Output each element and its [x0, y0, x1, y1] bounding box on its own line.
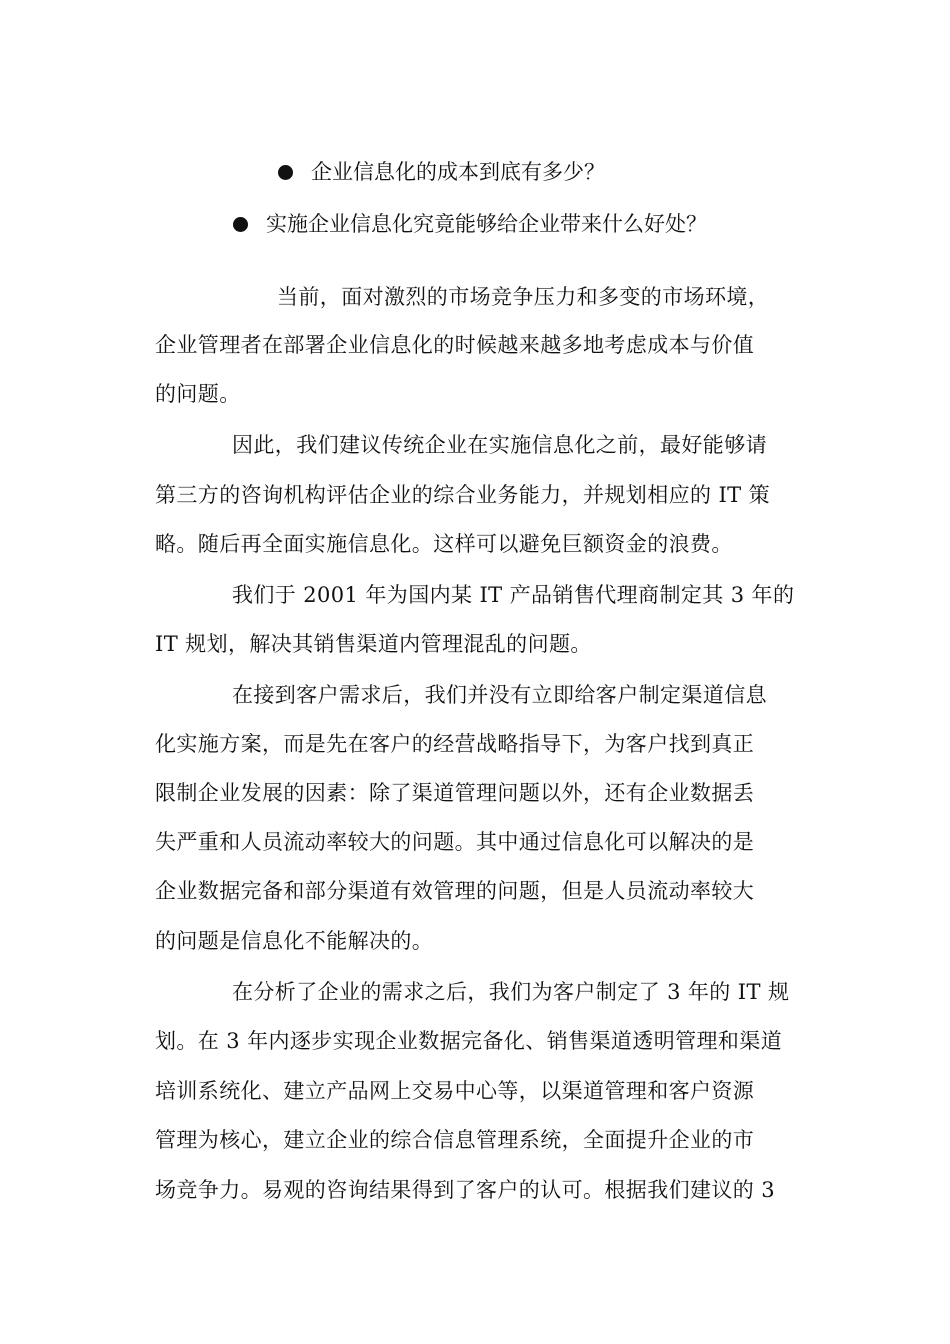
bullet-dot-icon [233, 217, 248, 232]
paragraph-line: 略。随后再全面实施信息化。这样可以避免巨额资金的浪费。 [155, 532, 733, 556]
bullet-item [233, 209, 707, 239]
bullet-text: 实施企业信息化究竟能够给企业带来什么好处？ [266, 212, 707, 236]
bullet-item [278, 157, 605, 187]
paragraph-line: 限制企业发展的因素：除了渠道管理问题以外，还有企业数据丢 [155, 781, 755, 805]
paragraph-line: 当前，面对激烈的市场竞争压力和多变的市场环境， [277, 285, 770, 309]
paragraph-line: 划。在 3 年内逐步实现企业数据完备化、销售渠道透明管理和渠道 [155, 1029, 783, 1053]
paragraph-line: 失严重和人员流动率较大的问题。其中通过信息化可以解决的是 [155, 830, 755, 854]
paragraph-line: 企业管理者在部署企业信息化的时候越来越多地考虑成本与价值 [155, 333, 755, 357]
paragraph-line: 在接到客户需求后，我们并没有立即给客户制定渠道信息 [232, 683, 767, 707]
paragraph-line: 的问题。 [155, 382, 241, 406]
paragraph-line: 我们于 2001 年为国内某 IT 产品销售代理商制定其 3 年的 [232, 583, 795, 607]
paragraph-line: IT 规划，解决其销售渠道内管理混乱的问题。 [155, 632, 592, 656]
paragraph-line: 的问题是信息化不能解决的。 [155, 929, 434, 953]
bullet-dot-icon [278, 165, 293, 180]
paragraph-line: 培训系统化、建立产品网上交易中心等，以渠道管理和客户资源 [155, 1079, 755, 1103]
bullet-text: 企业信息化的成本到底有多少？ [311, 160, 605, 184]
paragraph-line: 因此，我们建议传统企业在实施信息化之前，最好能够请 [232, 433, 767, 457]
paragraph-line: 化实施方案，而是先在客户的经营战略指导下，为客户找到真正 [155, 732, 755, 756]
paragraph-line: 企业数据完备和部分渠道有效管理的问题，但是人员流动率较大 [155, 879, 755, 903]
paragraph-line: 第三方的咨询机构评估企业的综合业务能力，并规划相应的 IT 策 [155, 483, 771, 507]
paragraph-line: 管理为核心，建立企业的综合信息管理系统，全面提升企业的市 [155, 1128, 755, 1152]
paragraph-line: 在分析了企业的需求之后，我们为客户制定了 3 年的 IT 规 [232, 980, 790, 1004]
paragraph-line: 场竞争力。易观的咨询结果得到了客户的认可。根据我们建议的 3 [155, 1178, 776, 1202]
